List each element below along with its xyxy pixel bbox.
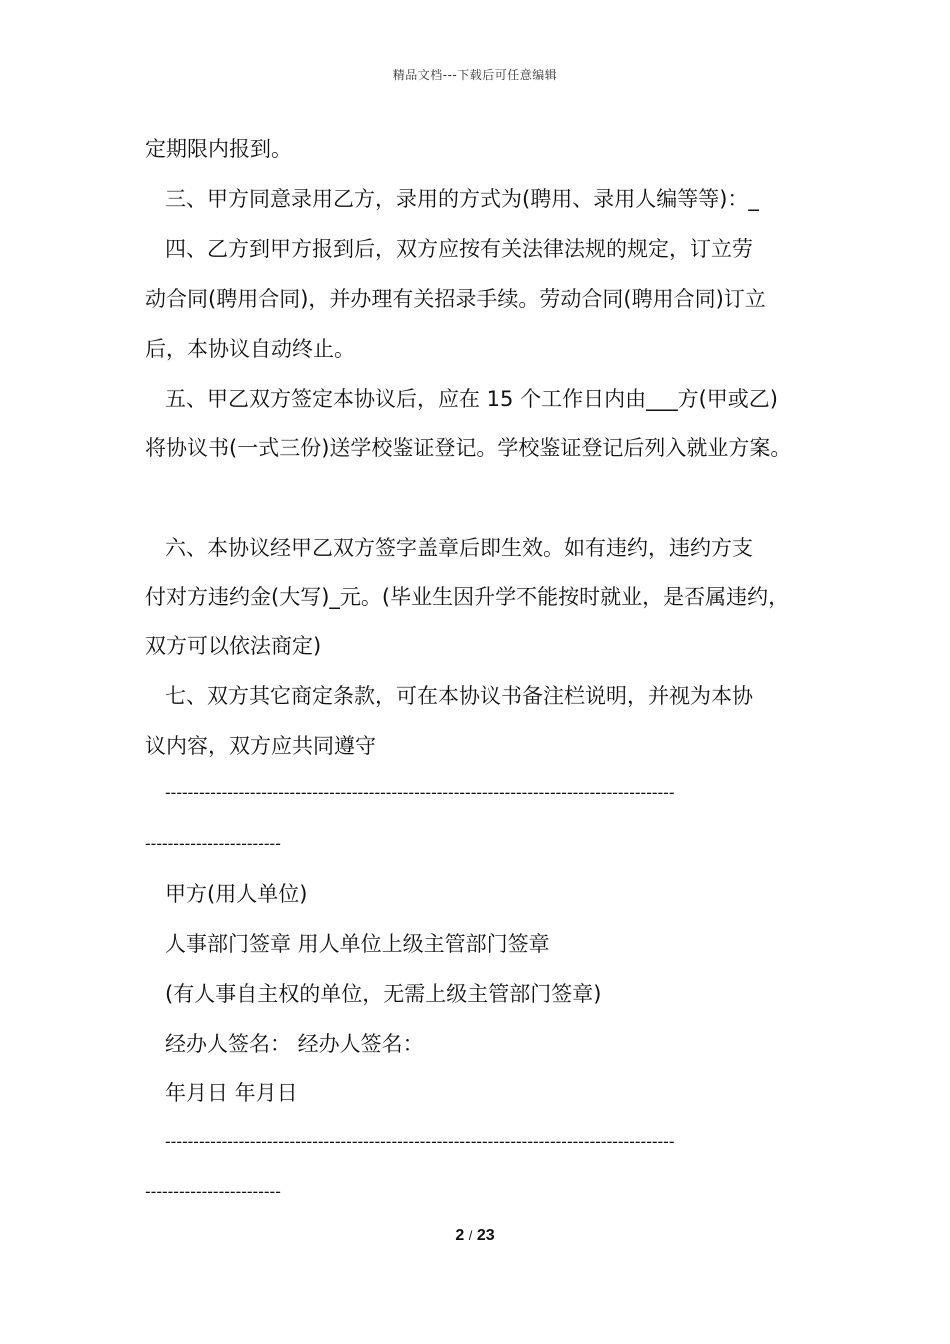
party-a-label: 甲方(用人单位)	[165, 882, 308, 906]
seal-note: (有人事自主权的单位，无需上级主管部门签章)	[165, 982, 602, 1006]
separator-line: ------------------------------------------------------------------------------------------	[165, 783, 675, 802]
date-labels: 年月日 年月日	[165, 1081, 298, 1105]
clause-six: 六、本协议经甲乙双方签字盖章后即生效。如有违约，违约方支	[165, 536, 753, 560]
signature-labels: 经办人签名： 经办人签名：	[165, 1032, 424, 1056]
separator-line: ------------------------	[145, 834, 281, 853]
clause-seven: 七、双方其它商定条款，可在本协议书备注栏说明，并视为本协	[165, 684, 753, 708]
page-header: 精品文档---下载后可任意编辑	[392, 68, 558, 82]
seal-labels: 人事部门签章 用人单位上级主管部门签章	[165, 932, 550, 956]
paragraph-line: 双方可以依法商定)	[145, 634, 322, 658]
clause-five: 五、甲乙双方签定本协议后，应在 15 个工作日内由___方(甲或乙)	[165, 387, 778, 411]
paragraph-line: 定期限内报到。	[145, 137, 292, 161]
page-current: 2	[455, 1227, 465, 1244]
separator-line: ------------------------	[145, 1182, 281, 1201]
clause-three: 三、甲方同意录用乙方，录用的方式为(聘用、录用人编等等)：_	[165, 187, 759, 211]
paragraph-line: 议内容，双方应共同遵守	[145, 734, 376, 758]
clause-four: 四、乙方到甲方报到后，双方应按有关法律法规的规定，订立劳	[165, 237, 753, 261]
separator-line: ------------------------------------------------------------------------------------------	[165, 1132, 675, 1151]
paragraph-line: 动合同(聘用合同)，并办理有关招录手续。劳动合同(聘用合同)订立	[145, 287, 766, 311]
paragraph-line: 后，本协议自动终止。	[145, 337, 355, 361]
paragraph-line: 将协议书(一式三份)送学校鉴证登记。学校鉴证登记后列入就业方案。	[145, 436, 792, 460]
paragraph-line: 付对方违约金(大写)_元。(毕业生因升学不能按时就业，是否属违约，	[145, 585, 790, 609]
page-total: 23	[476, 1227, 495, 1244]
page-separator: /	[468, 1228, 473, 1243]
page-number	[0, 1227, 950, 1245]
